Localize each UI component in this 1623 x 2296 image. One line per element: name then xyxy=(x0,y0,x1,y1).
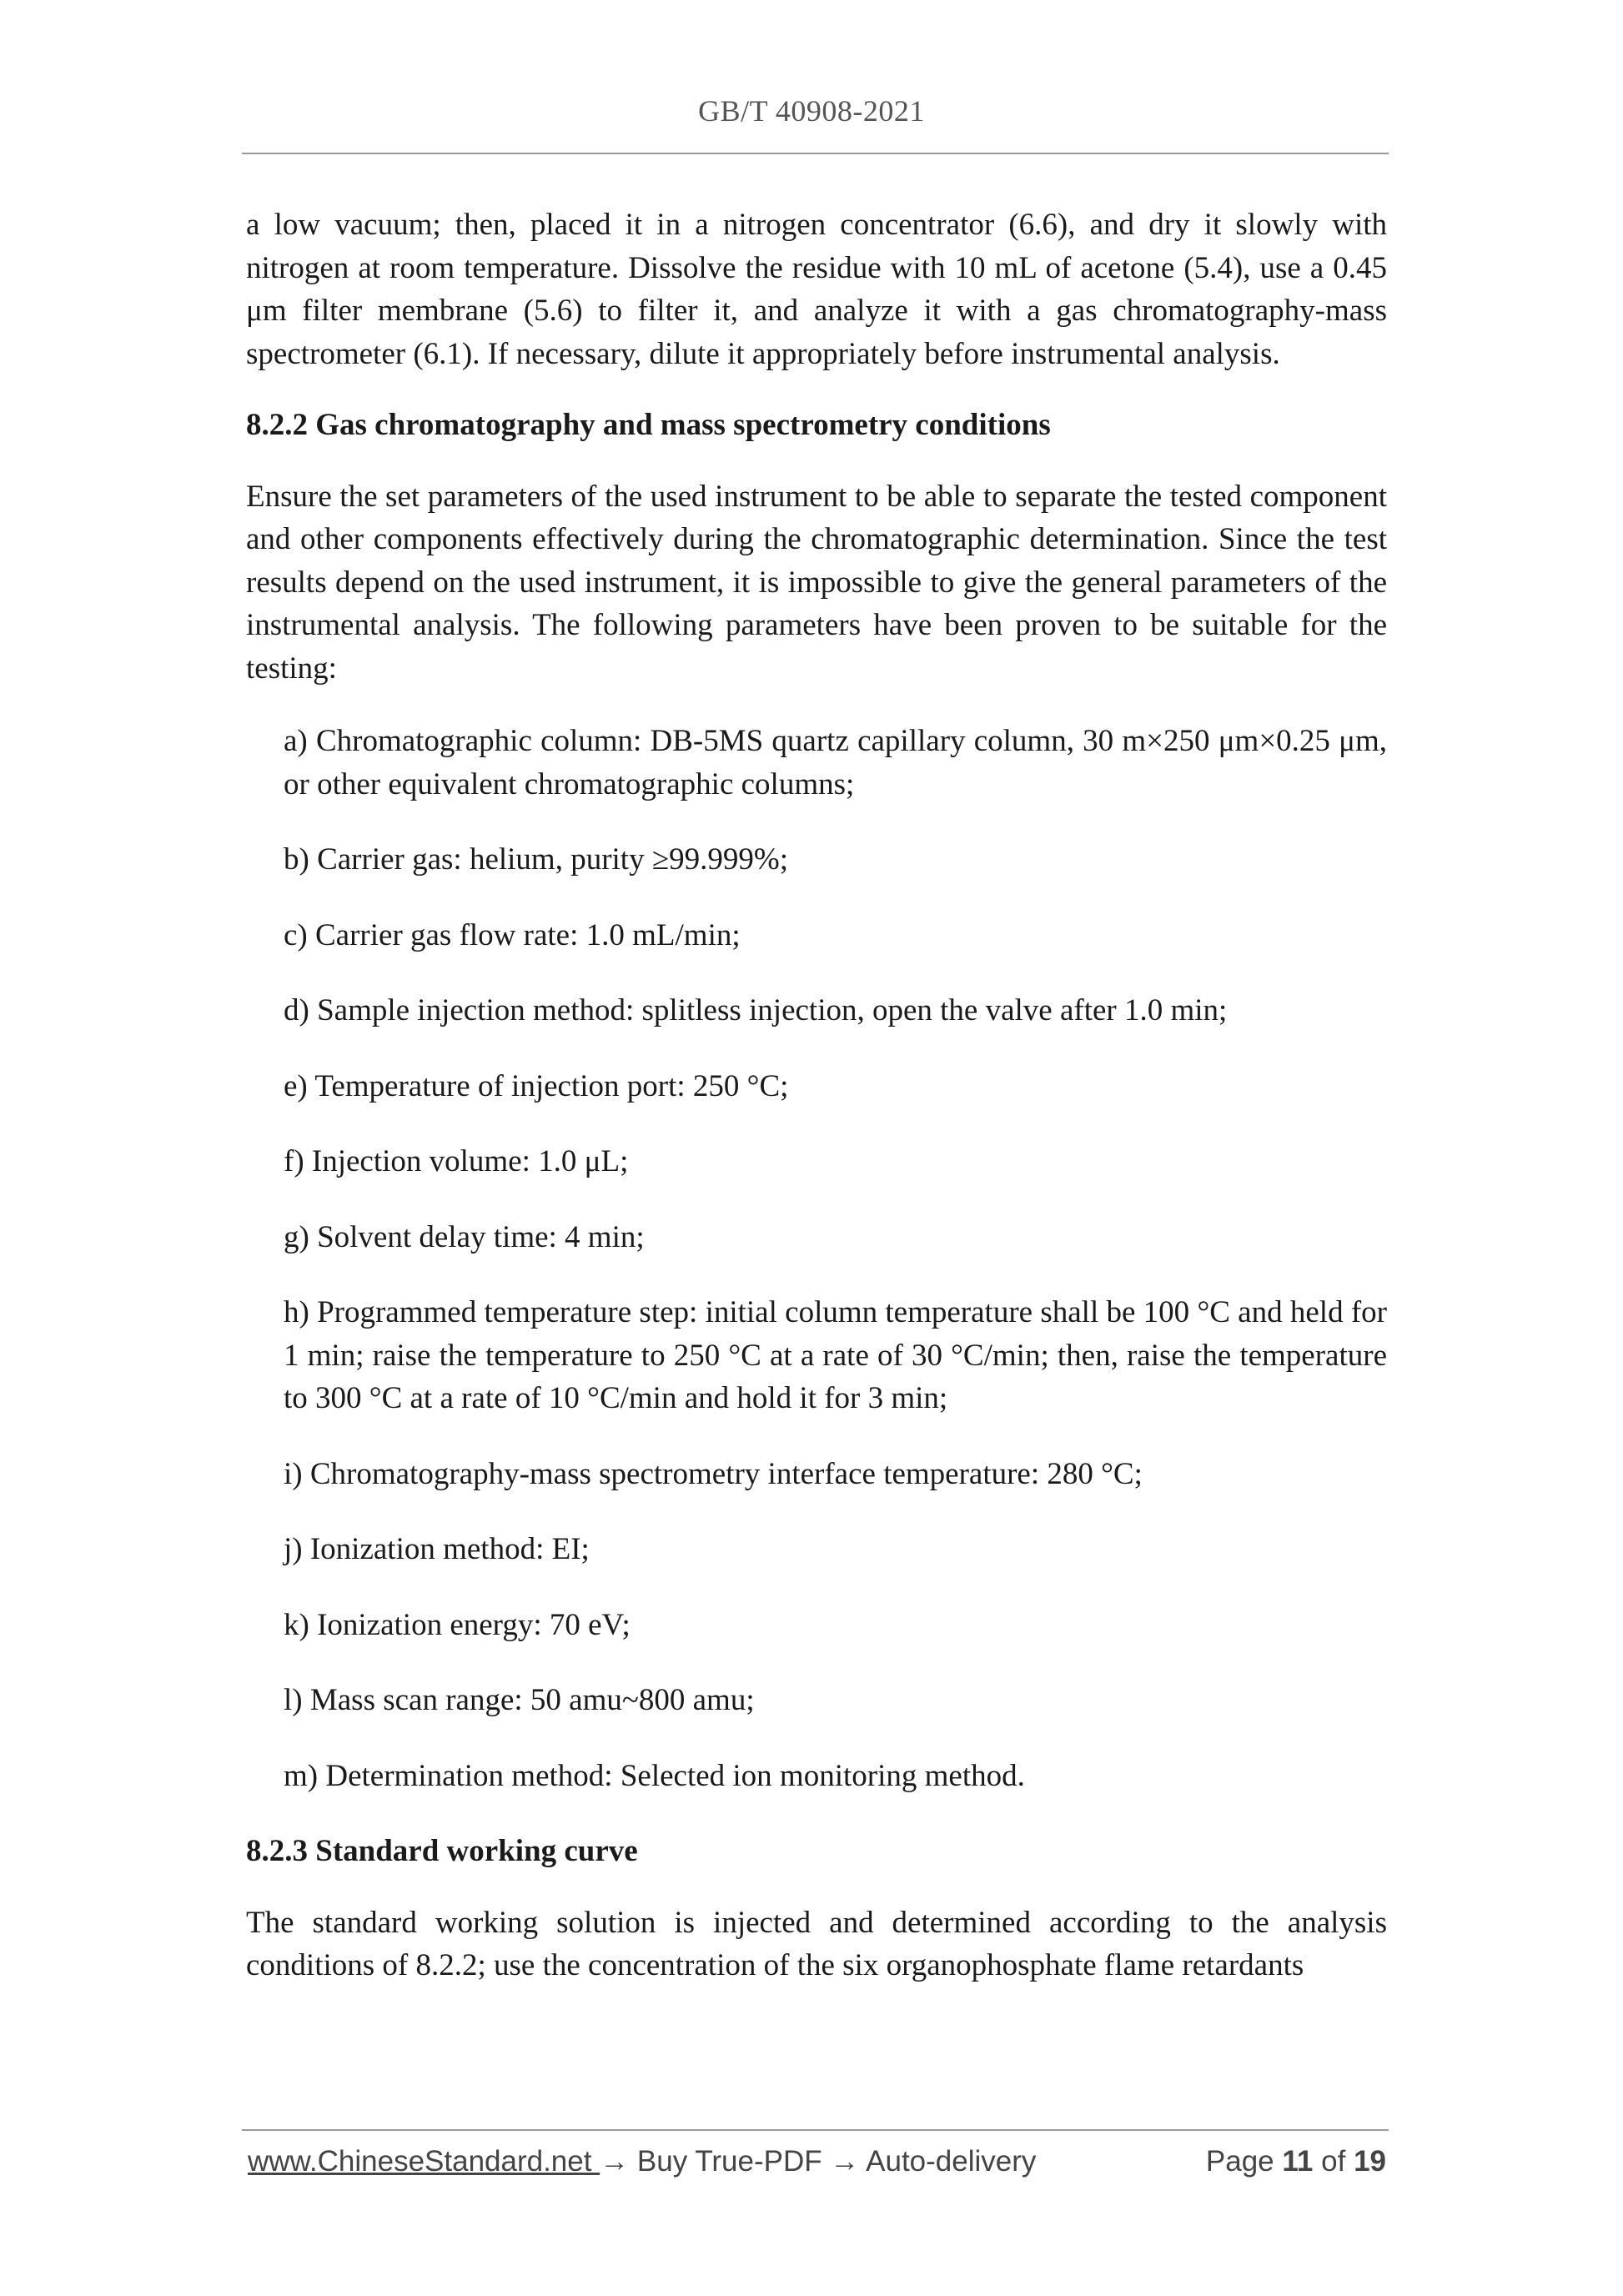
list-item: d) Sample injection method: splitless injection, open the valve after 1.0 min; xyxy=(284,993,1228,1027)
list-item: e) Temperature of injection port: 250 °C; xyxy=(284,1068,789,1103)
list-item: b) Carrier gas: helium, purity ≥99.999%; xyxy=(284,842,788,877)
footer-left xyxy=(248,2145,1036,2178)
header-divider xyxy=(242,153,1389,154)
list-item: k) Ionization energy: 70 eV; xyxy=(284,1607,631,1642)
footer-divider xyxy=(242,2129,1389,2131)
list-item: m) Determination method: Selected ion monitoring method. xyxy=(284,1758,1025,1793)
list-item: a) Chromatographic column: DB-5MS quartz capillary column, 30 m×250 μm×0.25 μm, or other equivalent chromatographic columns; xyxy=(284,724,1387,801)
page-indicator xyxy=(1206,2145,1386,2178)
footer-nav-text: → Buy True-PDF → Auto-delivery xyxy=(600,2145,1037,2178)
continuation-paragraph: a low vacuum; then, placed it in a nitrogen concentrator (6.6), and dry it slowly with nitrogen at room temperature. Dissolve the residue with 10 mL of acetone (5.4), use a 0.45 μm filter membrane (5.6) to filter it, and analyze it with a gas chromatography-mass spectrometer (6.1). If necessary, dilute it appropriately before instrumental analysis. xyxy=(246,208,1387,371)
section-heading-8-2-2: 8.2.2 Gas chromatography and mass spectrometry conditions xyxy=(246,408,1051,442)
section-intro-paragraph: Ensure the set parameters of the used instrument to be able to separate the tested component and other components effectively during the chromatographic determination. Since the test results depend on the used instrument, it is impossible to give the general parameters of the instrumental analysis. The following parameters have been proven to be suitable for the testing: xyxy=(246,479,1387,686)
list-item: g) Solvent delay time: 4 min; xyxy=(284,1219,645,1254)
list-item: f) Injection volume: 1.0 μL; xyxy=(284,1144,629,1178)
list-item: j) Ionization method: EI; xyxy=(284,1532,590,1566)
page-label: Page xyxy=(1205,2145,1274,2178)
list-item: i) Chromatography-mass spectrometry interface temperature: 280 °C; xyxy=(284,1456,1143,1491)
list-item: h) Programmed temperature step: initial column temperature shall be 100 °C and held for 1 min; raise the temperature to 250 °C at a rate of 30 °C/min; then, raise the temperature to 300 °C at a rate of 10 °C/min and hold it for 3 min; xyxy=(284,1295,1387,1415)
page-of-label: of xyxy=(1321,2145,1346,2178)
page-current: 11 xyxy=(1282,2145,1314,2178)
parameter-list xyxy=(246,720,1387,1797)
list-item: c) Carrier gas flow rate: 1.0 mL/min; xyxy=(284,917,741,952)
document-body xyxy=(246,203,1387,1987)
page-total: 19 xyxy=(1354,2145,1386,2178)
page-footer xyxy=(248,2145,1386,2185)
document-header-title: GB/T 40908-2021 xyxy=(698,94,925,128)
section-heading-8-2-3: 8.2.3 Standard working curve xyxy=(246,1834,638,1868)
website-link[interactable]: www.ChineseStandard.net xyxy=(248,2145,600,2178)
section-text-paragraph: The standard working solution is injected and determined according to the analysis conditions of 8.2.2; use the concentration of the six organophosphate flame retardants xyxy=(246,1905,1387,1982)
list-item: l) Mass scan range: 50 amu~800 amu; xyxy=(284,1683,755,1717)
